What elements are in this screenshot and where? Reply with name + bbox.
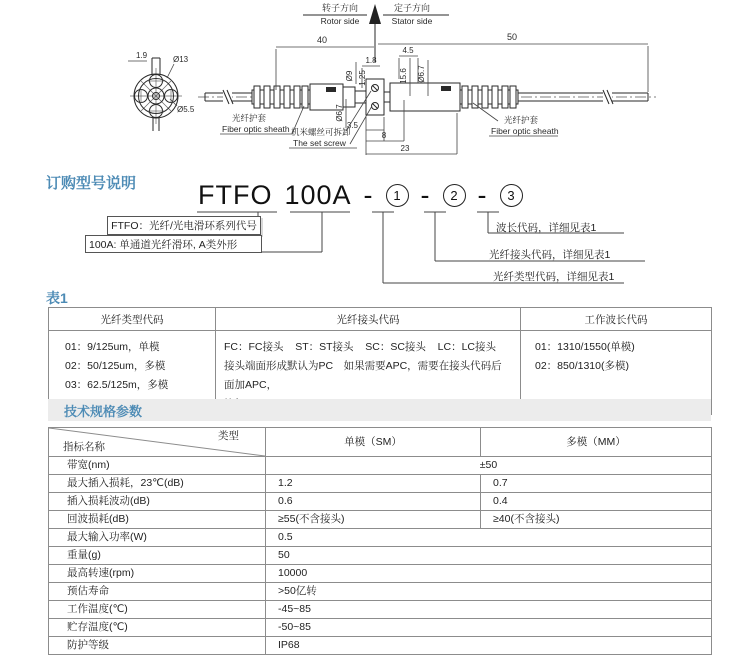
specs-table: [48, 427, 712, 655]
spec-value-mm: ≥40(不含接头): [481, 511, 712, 529]
svg-text:Stator side: Stator side: [391, 16, 433, 26]
spec-value: -50~85: [266, 619, 712, 637]
spec-label: 最高转速(rpm): [49, 565, 266, 583]
spec-row: [49, 493, 712, 511]
callout-connector: 光纤接头代码，详细见表1: [489, 249, 611, 261]
table1-heading: 表1: [46, 290, 68, 306]
sheath-left: [252, 86, 310, 108]
dim-d55: Ø5.5: [177, 105, 195, 114]
table1-header-row: [49, 308, 712, 331]
dim-d9: Ø9: [345, 70, 354, 82]
fiber-type-03: 03：62.5/125m，多模: [65, 379, 169, 391]
svg-text:转子方向: 转子方向: [321, 3, 359, 13]
dim-3-5: 3.5: [346, 121, 358, 130]
circled-1: 1: [386, 184, 409, 207]
dim-d13: Ø13: [173, 55, 189, 64]
wavelength-02: 02：850/1310(多模): [535, 360, 629, 372]
wavelength-01: 01：1310/1550(单模): [535, 341, 635, 353]
connector-st: ST：ST接头: [295, 341, 354, 353]
ordering-heading: 订购型号说明: [46, 175, 137, 192]
svg-text:定子方向: 定子方向: [393, 3, 431, 13]
end-view: [128, 51, 195, 131]
spec-row: [49, 511, 712, 529]
spec-value: >50亿转: [266, 583, 712, 601]
circled-3: 3: [500, 184, 523, 207]
connector-sc: SC：SC接头: [365, 341, 426, 353]
spec-value-mm: 0.7: [481, 475, 712, 493]
sheath-right-label-en: Fiber optic sheath: [491, 126, 559, 136]
table1-col-connector: 光纤接头代码: [216, 308, 521, 331]
spec-row: [49, 565, 712, 583]
spec-header-row: [49, 428, 712, 457]
setscrew-label-cn: 机米螺丝可拆卸: [291, 127, 351, 137]
dim-4-5: 4.5: [402, 46, 414, 55]
spec-label: 防护等级: [49, 637, 266, 655]
sheath-right: [460, 86, 518, 108]
connector-fc: FC：FC接头: [224, 341, 284, 353]
spec-row: [49, 475, 712, 493]
spec-value: ±50: [266, 457, 712, 475]
spec-row: [49, 457, 712, 475]
specs-header-bar: [48, 399, 711, 421]
connector-note: 接头端面形成默认为PC 如果需要APC，需要在接头代码后面加APC，: [224, 360, 502, 391]
spec-value-sm: 0.6: [266, 493, 481, 511]
callout-wavelength: 波长代码，详细见表1: [496, 222, 597, 234]
model-series: FTFO: [198, 180, 273, 210]
fiber-type-01: 01：9/125um，单模: [65, 341, 160, 353]
spec-header-mm: 多模（MM）: [481, 428, 712, 457]
table1-col-wavelength: 工作波长代码: [521, 308, 712, 331]
spec-label: 带宽(nm): [49, 457, 266, 475]
setscrew-label-en: The set screw: [293, 138, 346, 148]
callout-fiber-type: 光纤类型代码，详细见表1: [493, 271, 615, 283]
dim-40: 40: [316, 35, 328, 45]
sheath-left-label-cn: 光纤护套: [232, 113, 267, 123]
spec-label: 回波损耗(dB): [49, 511, 266, 529]
technical-drawing: [0, 0, 752, 168]
spec-label: 预估寿命: [49, 583, 266, 601]
direction-indicator: [303, 2, 449, 62]
spec-label: 最大插入损耗，23℃(dB): [49, 475, 266, 493]
spec-value: 10000: [266, 565, 712, 583]
dim-d67-right: Ø6.7: [417, 65, 426, 83]
spec-label: 贮存温度(℃): [49, 619, 266, 637]
up-arrow-icon: [369, 4, 381, 24]
spec-header-type: 类型: [218, 430, 239, 442]
spec-row: [49, 583, 712, 601]
model-body: 100A: [284, 180, 352, 210]
connector-lc: LC：LC接头: [437, 341, 496, 353]
connector-codes: [224, 338, 510, 357]
dim-50: 50: [506, 32, 518, 42]
circled-2: 2: [443, 184, 466, 207]
spec-value: IP68: [266, 637, 712, 655]
spec-value: 0.5: [266, 529, 712, 547]
dim-15-6: 15.6: [399, 68, 408, 84]
dim-d67-left: Ø6.7: [335, 104, 344, 122]
spec-value: 50: [266, 547, 712, 565]
spec-value-sm: 1.2: [266, 475, 481, 493]
spec-row: [49, 601, 712, 619]
dim-8: 8: [381, 131, 387, 140]
spec-row: [49, 637, 712, 655]
spec-label: 工作温度(℃): [49, 601, 266, 619]
svg-text:Rotor side: Rotor side: [320, 16, 360, 26]
spec-value-sm: ≥55(不含接头): [266, 511, 481, 529]
spec-label: 插入损耗波动(dB): [49, 493, 266, 511]
spec-row: [49, 547, 712, 565]
model-sep1: -: [363, 180, 374, 210]
dim-23: 23: [400, 144, 410, 153]
callout-series-box: FTFO：光纤/光电滑环系列代号: [107, 216, 261, 235]
fiber-type-02: 02：50/125um，多模: [65, 360, 166, 372]
spec-header-sm: 单模（SM）: [266, 428, 481, 457]
spec-row: [49, 529, 712, 547]
spec-diag-cell: [49, 428, 266, 457]
model-sep2: -: [420, 180, 431, 210]
spec-value-mm: 0.4: [481, 493, 712, 511]
sheath-left-label-en: Fiber optic sheath: [222, 124, 290, 134]
model-sep3: -: [477, 180, 488, 210]
spec-header-name: 指标名称: [63, 441, 105, 453]
spec-label: 最大输入功率(W): [49, 529, 266, 547]
dim-1-25: 1.25: [358, 70, 367, 86]
sheath-right-label-cn: 光纤护套: [504, 115, 539, 125]
dim-1-8: 1.8: [365, 56, 377, 65]
dim-1-9: 1.9: [136, 51, 148, 60]
spec-value: -45~85: [266, 601, 712, 619]
table1-col-fiber-type: 光纤类型代码: [49, 308, 216, 331]
spec-label: 重量(g): [49, 547, 266, 565]
callout-body-box: 100A: 单通道光纤滑环, A类外形: [85, 235, 262, 253]
specs-heading: 技术规格参数: [64, 403, 143, 419]
